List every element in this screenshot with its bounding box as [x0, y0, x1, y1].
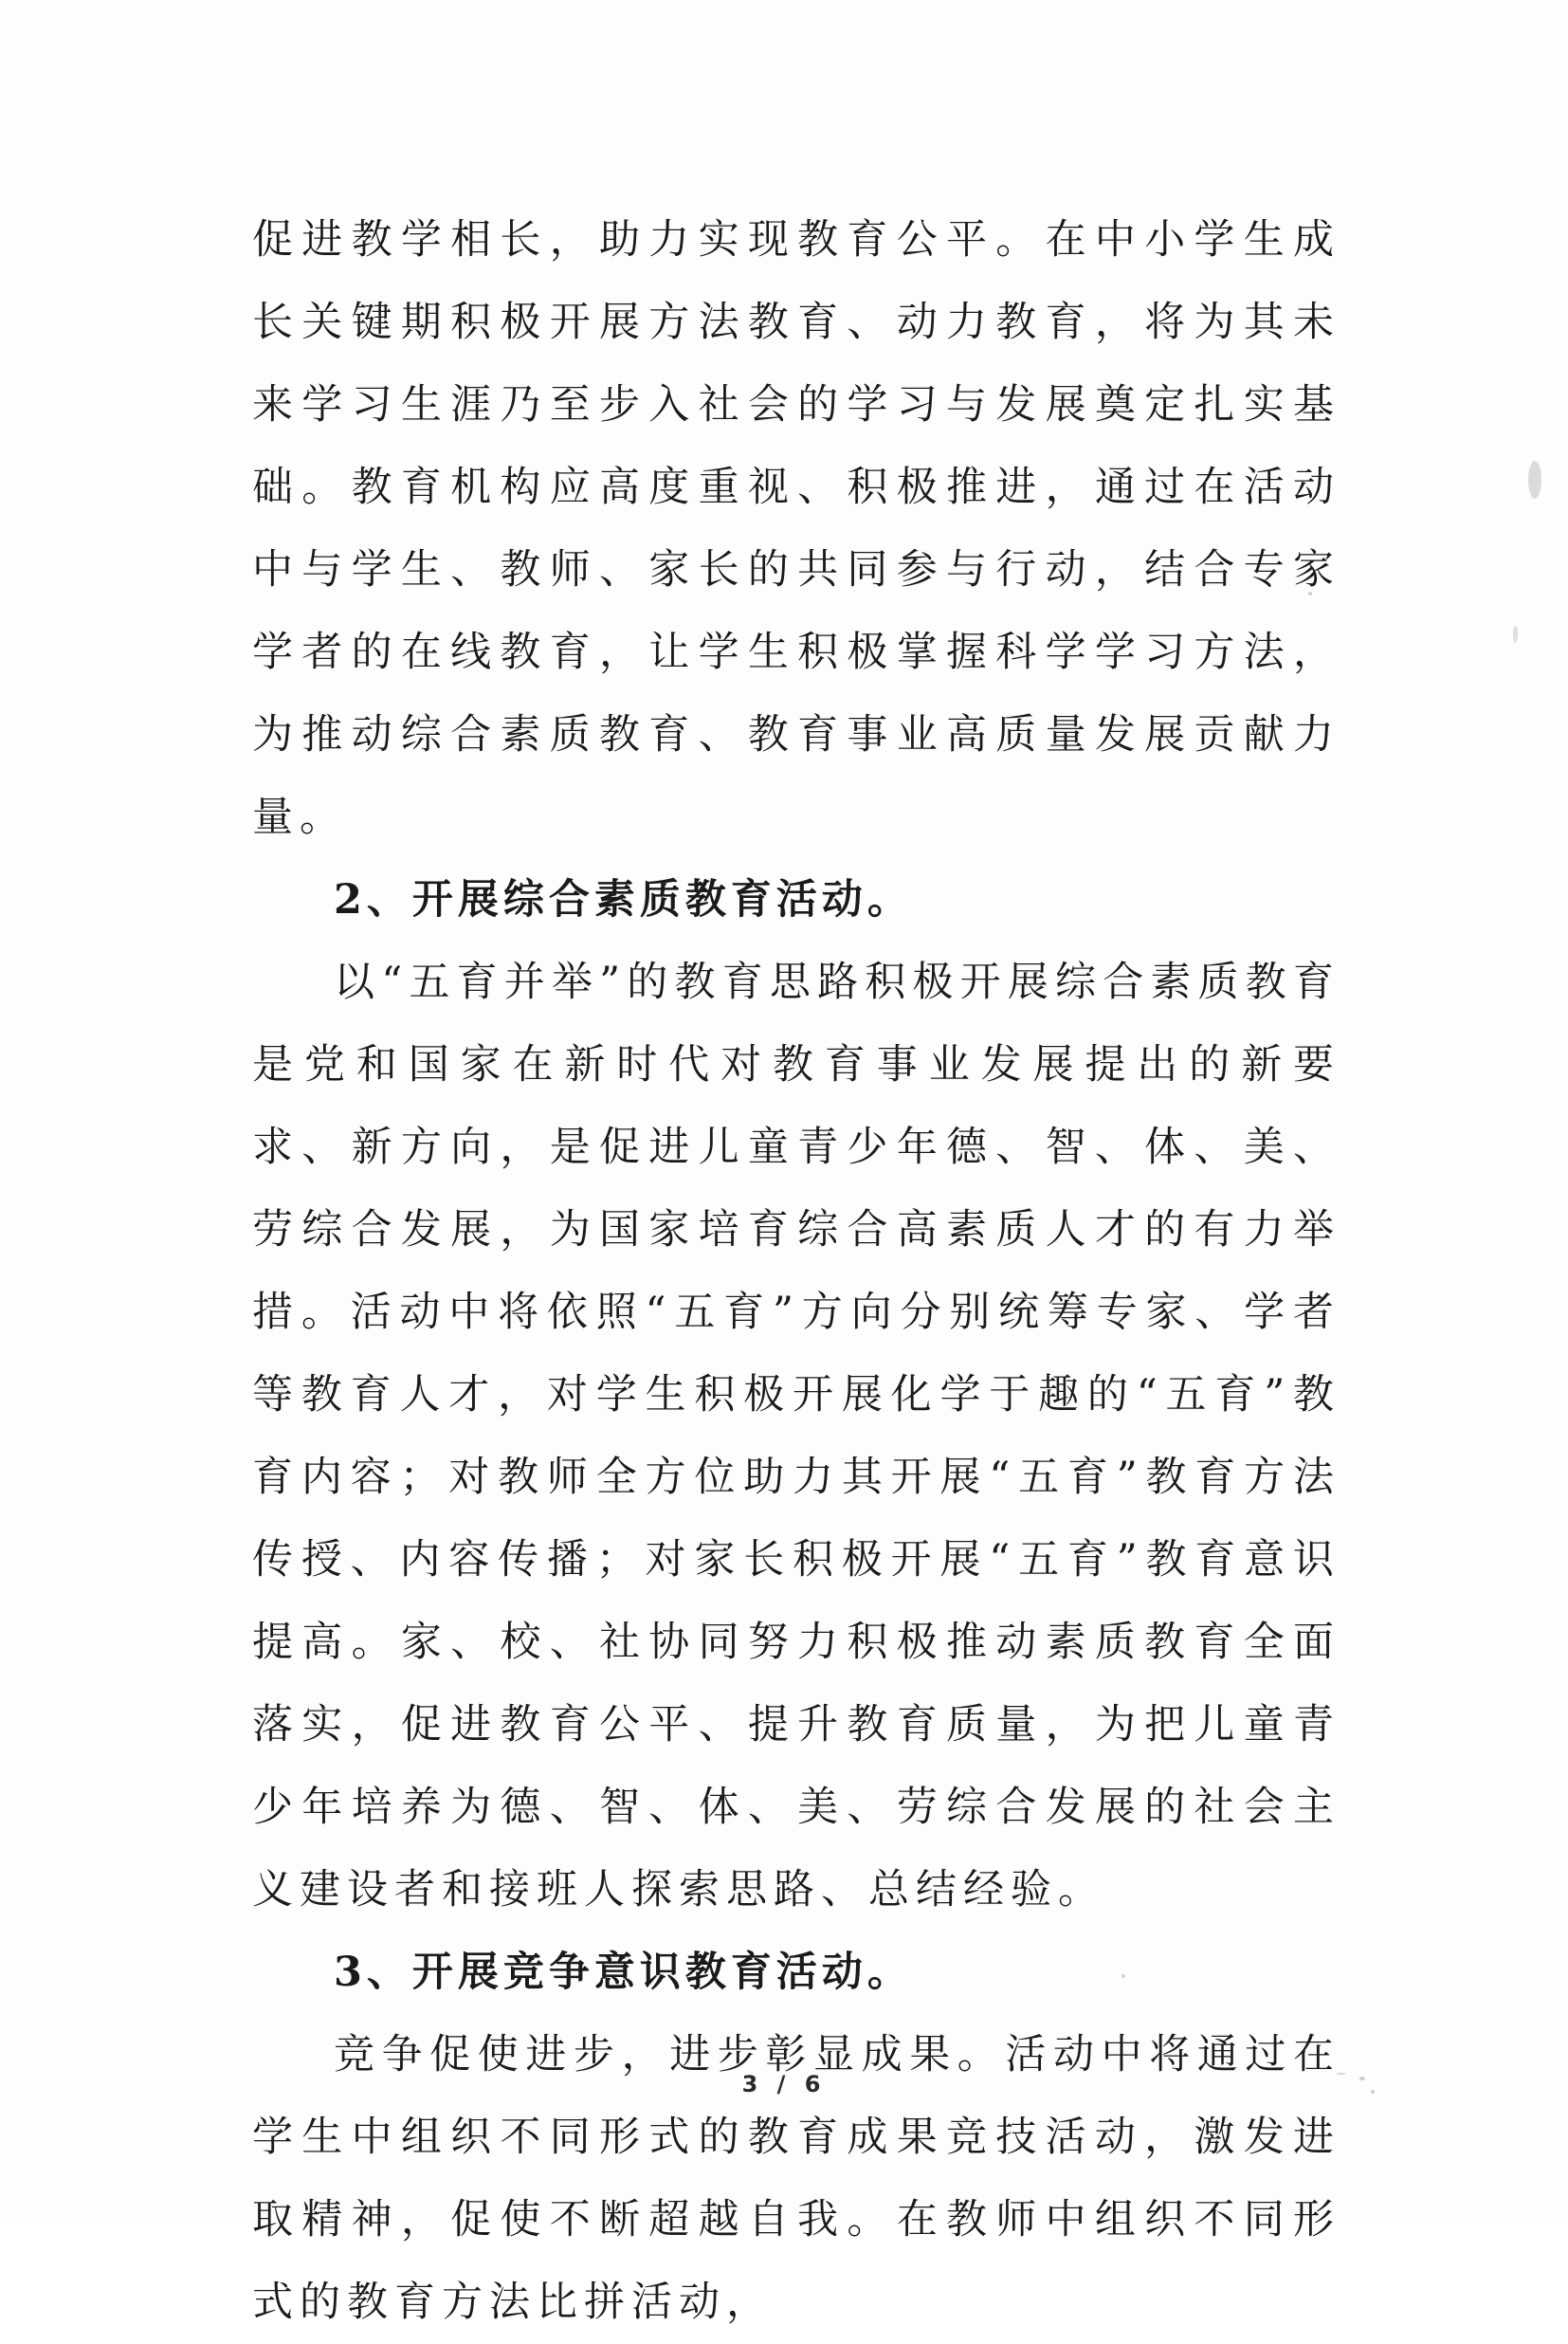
section-heading-2: 2、开展综合素质教育活动。	[334, 876, 913, 924]
page-number: 3 / 6	[741, 2071, 827, 2097]
scan-speck	[1371, 2090, 1375, 2094]
paragraph-competition-awareness: 竞争促使进步，进步彰显成果。活动中将通过在学生中组织不同形式的教育成果竞技活动，激发进取精神，促使不断超越自我。在教师中组织不同形式的教育方法比拼活动，	[252, 2031, 1340, 2326]
scan-speck	[1359, 2077, 1365, 2080]
section-heading-3: 3、开展竞争意识教育活动。	[334, 1949, 913, 1996]
scan-speck	[1513, 626, 1518, 643]
scan-speck	[1308, 592, 1312, 595]
paragraph-continuation: 促进教学相长，助力实现教育公平。在中小学生成长关键期积极开展方法教育、动力教育，将为其未来学习生涯乃至步入社会的学习与发展奠定扎实基础。教育机构应高度重视、积极推进，通过在活动中与学生、教师、家长的共同参与行动，结合专家学者的在线教育，让学生积极掌握科学学习方法，为推动综合素质教育、教育事业高质量发展贡献力量。	[252, 216, 1340, 841]
scan-speck	[1528, 461, 1541, 499]
paragraph-comprehensive-quality: 以“五育并举”的教育思路积极开展综合素质教育是党和国家在新时代对教育事业发展提出的新要求、新方向，是促进儿童青少年德、智、体、美、劳综合发展，为国家培育综合高素质人才的有力举措。活动中将依照“五育”方向分别统筹专家、学者等教育人才，对学生积极开展化学于趣的“五育”教育内容；对教师全方位助力其开展“五育”教育方法传授、内容传播；对家长积极开展“五育”教育意识提高。家、校、社协同努力积极推动素质教育全面落实，促进教育公平、提升教育质量，为把儿童青少年培养为德、智、体、美、劳综合发展的社会主义建设者和接班人探索思路、总结经验。	[252, 959, 1340, 1914]
scan-speck	[1337, 2073, 1346, 2075]
document-body	[252, 199, 1340, 2344]
scan-speck	[1121, 1974, 1125, 1978]
